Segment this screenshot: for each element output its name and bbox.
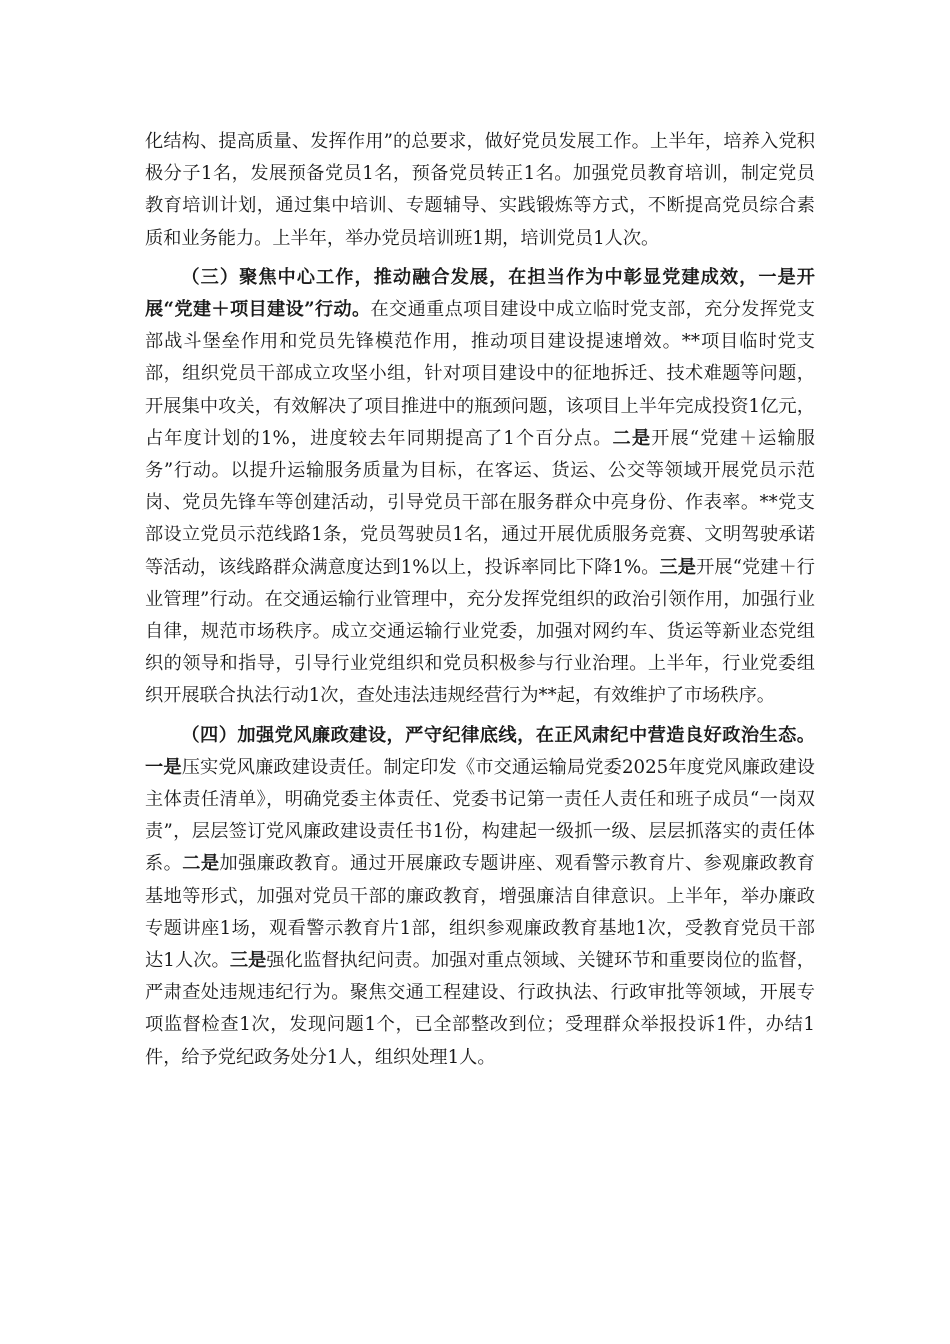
paragraph-section-three [145,262,815,713]
paragraph-text: 化结构、提高质量、发挥作用”的总要求，做好党员发展工作。上半年，培养入党积极分子1名，发展预备党员1名，预备党员转正1名。加强党员教育培训，制定党员教育培训计划，通过集中培训、专题辅导、实践锻炼等方式，不断提高党员综合素质和业务能力。上半年，举办党员培训班1期，培训党员1人次。 [145,131,815,249]
item-title: 开展“党建＋项目建设”行动。 [145,266,815,321]
item-label: 三是 [229,950,267,972]
item-text: 强化监督执纪问责。加强对重点领域、关键环节和重要岗位的监督，严肃查处违规违纪行为。聚焦交通工程建设、行政执法、行政审批等领域，开展专项监督检查1次，发现问题1个，已全部整改到位；受理群众举报投诉1件，办结1件，给予党纪政务处分1人，组织处理1人。 [145,950,815,1068]
item-label: 二是 [612,427,652,449]
section-heading: （四）加强党风廉政建设，严守纪律底线，在正风肃纪中营造良好政治生态。 [181,724,815,746]
item-label: 一是 [145,756,182,778]
section-heading: （三）聚焦中心工作，推动融合发展，在担当作为中彰显党建成效， [181,266,759,288]
item-label: 一是 [758,266,797,288]
item-text: 压实党风廉政建设责任。制定印发《市交通运输局党委2025年度党风廉政建设主体责任清单》，明确党委主体责任、党委书记第一责任人责任和班子成员“一岗双责”，层层签订党风廉政建设责任书1份，构建起一级抓一级、层层抓落实的责任体系。 [145,756,815,875]
item-text: 开展“党建＋行业管理”行动。在交通运输行业管理中，充分发挥党组织的政治引领作用，加强行业自律，规范市场秩序。成立交通运输行业党委，加强对网约车、货运等新业态党组织的领导和指导，引导行业党组织和党员积极参与行业治理。上半年，行业党委组织开展联合执法行动1次，查处违法违规经营行为**起，有效维护了市场秩序。 [145,556,815,707]
item-text: 开展“党建＋运输服务”行动。以提升运输服务质量为目标，在客运、货运、公交等领域开展党员示范岗、党员先锋车等创建活动，引导党员干部在服务群众中亮身份、作表率。**党支部设立党员示范线路1条，党员驾驶员1名，通过开展优质服务竞赛、文明驾驶承诺等活动，该线路群众满意度达到1%以上，投诉率同比下降1%。 [145,427,815,578]
document-page [145,126,815,1081]
item-label: 二是 [182,853,220,875]
item-label: 三是 [659,556,697,578]
paragraph-section-four [145,720,815,1074]
item-text: 加强廉政教育。通过开展廉政专题讲座、观看警示教育片、参观廉政教育基地等形式，加强对党员干部的廉政教育，增强廉洁自律意识。上半年，举办廉政专题讲座1场，观看警示教育片1部，组织参观廉政教育基地1次，受教育党员干部达1人次。 [145,853,815,972]
item-text: 在交通重点项目建设中成立临时党支部，充分发挥党支部战斗堡垒作用和党员先锋模范作用，推动项目建设提速增效。**项目临时党支部，组织党员干部成立攻坚小组，针对项目建设中的征地拆迁、技术难题等问题，开展集中攻关，有效解决了项目推进中的瓶颈问题，该项目上半年完成投资1亿元，占年度计划的1%，进度较去年同期提高了1个百分点。 [145,299,815,449]
paragraph-party-development [145,126,815,255]
